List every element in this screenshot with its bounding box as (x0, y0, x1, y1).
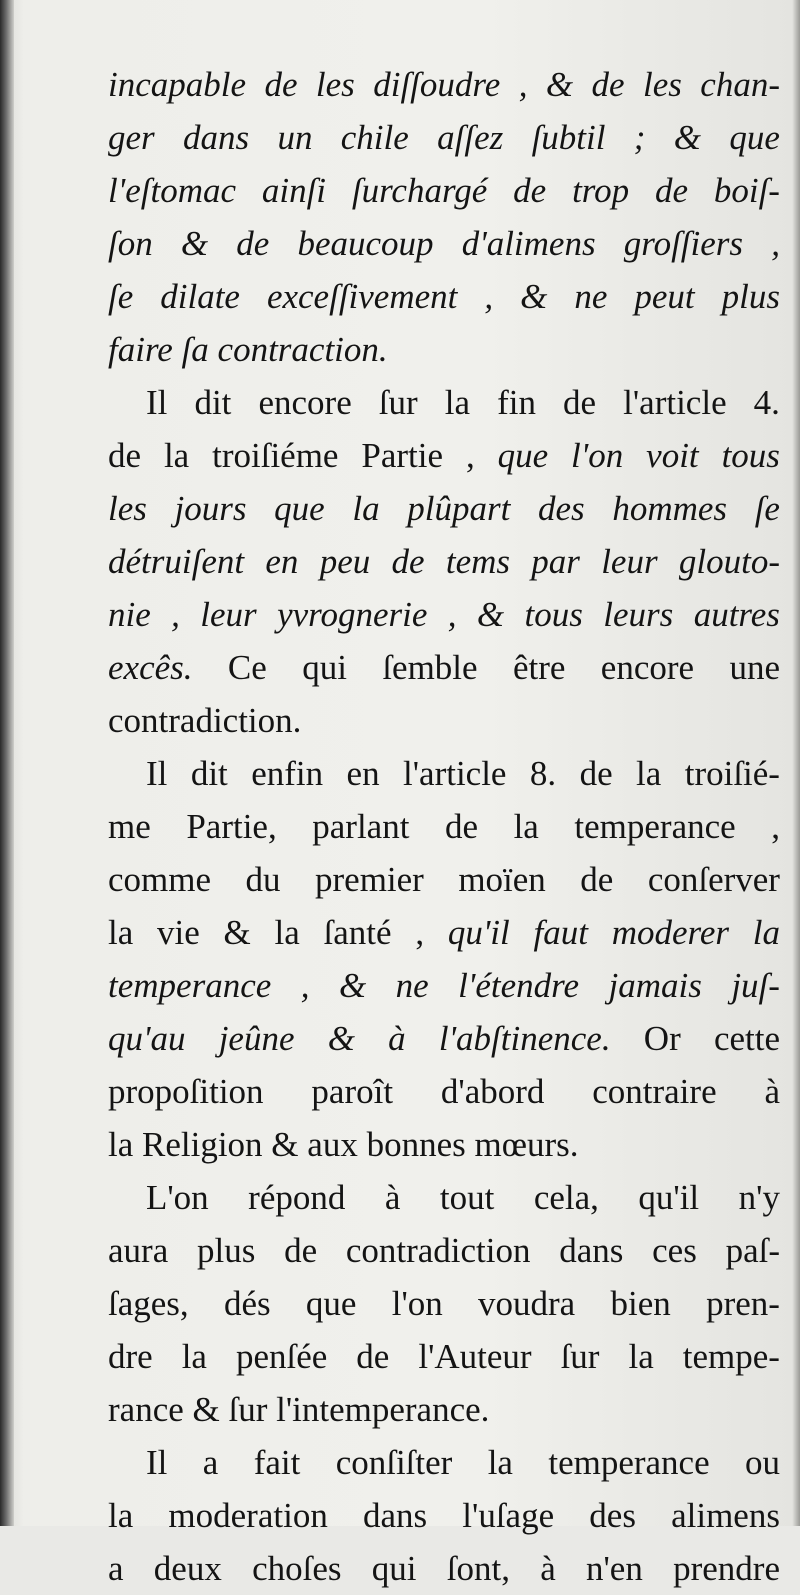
word: la (108, 913, 134, 952)
word: ſe (108, 277, 134, 316)
word: de (654, 171, 688, 210)
word: moïen (458, 860, 546, 899)
text-line (108, 959, 780, 1012)
word: un (277, 118, 313, 157)
word: tous (524, 595, 583, 634)
text-line (108, 1383, 780, 1436)
word: ne (395, 966, 429, 1005)
word: à (764, 1072, 780, 1111)
word: plûpart (407, 489, 511, 528)
word: , (771, 807, 780, 846)
word: la (752, 913, 780, 952)
word: cela, (533, 1178, 599, 1217)
word: aura (108, 1231, 169, 1270)
word: autres (693, 595, 780, 634)
word: la (181, 1337, 207, 1376)
text-line (108, 906, 780, 959)
word: par (531, 542, 580, 581)
word: l'eſtomac (108, 171, 237, 210)
word: qui (302, 648, 347, 687)
word: l'uſage (462, 1496, 555, 1535)
text-segment: contradiction. (108, 701, 302, 740)
word: la (636, 754, 662, 793)
text-line (108, 1330, 780, 1383)
word: ces (652, 1231, 697, 1270)
word: ; (633, 118, 646, 157)
word: faut (533, 913, 588, 952)
word: qu'au (108, 1019, 186, 1058)
text-line (108, 217, 780, 270)
word: beaucoup (297, 224, 434, 263)
text-line (108, 641, 780, 694)
text-line (108, 111, 780, 164)
word: parlant (312, 807, 410, 846)
word: fait (253, 1443, 301, 1482)
word: la (628, 1337, 654, 1376)
word: ſon (108, 224, 153, 263)
word: que (305, 1284, 357, 1323)
word: dilate (160, 277, 240, 316)
word: à (540, 1549, 556, 1588)
text-line (108, 164, 780, 217)
word: n'y (738, 1178, 780, 1217)
word: & (673, 118, 702, 157)
word: comme (108, 860, 212, 899)
word: des (589, 1496, 636, 1535)
word: de (108, 436, 142, 475)
word: yvrognerie (277, 595, 428, 634)
word: tout (439, 1178, 495, 1217)
word: trop (572, 171, 630, 210)
text-line (108, 58, 780, 111)
word: , (300, 966, 310, 1005)
word: Il (146, 754, 168, 793)
word: ger (108, 118, 155, 157)
word: détruiſent (108, 542, 245, 581)
word: , (465, 436, 475, 475)
word: en (346, 754, 380, 793)
word: diſſoudre (373, 65, 501, 104)
word: & (327, 1019, 355, 1058)
word: dre (108, 1337, 153, 1376)
word: de (579, 754, 613, 793)
word: ſont, (446, 1549, 510, 1588)
word: a (108, 1549, 124, 1588)
text-line (108, 1171, 780, 1224)
word: 8. (529, 754, 557, 793)
word: la (444, 383, 471, 422)
word: Partie, (186, 807, 277, 846)
word: dit (190, 754, 228, 793)
text-line (108, 1489, 780, 1542)
word: la (163, 436, 190, 475)
page-text-block (108, 58, 780, 1595)
word: prendre (673, 1549, 780, 1588)
word: jeûne (218, 1019, 295, 1058)
word: que (497, 436, 549, 475)
word: encore (258, 383, 352, 422)
word: conſerver (647, 860, 780, 899)
word: encore (600, 648, 695, 687)
word: & (180, 224, 209, 263)
word: de (563, 383, 597, 422)
word: ainſi (261, 171, 327, 210)
word: pren- (706, 1284, 780, 1323)
word: à (388, 1019, 406, 1058)
word: Or (643, 1019, 681, 1058)
text-line (108, 1012, 780, 1065)
word: qui (371, 1549, 417, 1588)
text-line (108, 588, 780, 641)
word: & (476, 595, 505, 634)
word: de (591, 65, 625, 104)
word: troiſié- (684, 754, 780, 793)
word: , (171, 595, 180, 634)
word: chan- (700, 65, 780, 104)
text-line (108, 323, 780, 376)
word: tems (445, 542, 511, 581)
text-line (108, 1277, 780, 1330)
word: dans (182, 118, 250, 157)
word: ſur (378, 383, 418, 422)
word: de (236, 224, 270, 263)
word: ſur (560, 1337, 600, 1376)
page-gutter-shadow (0, 0, 14, 1526)
text-line (108, 1118, 780, 1171)
word: moderer (611, 913, 729, 952)
word: , (415, 913, 425, 952)
text-line (108, 376, 780, 429)
word: l'article (623, 383, 727, 422)
word: dans (559, 1231, 624, 1270)
word: la (513, 807, 539, 846)
text-line (108, 1542, 780, 1595)
word: temperance (548, 1443, 710, 1482)
word: dés (223, 1284, 271, 1323)
word: chile (340, 118, 409, 157)
word: voit (646, 436, 699, 475)
word: ſemble (382, 648, 478, 687)
word: dit (194, 383, 232, 422)
word: l'étendre (458, 966, 580, 1005)
word: contradiction (345, 1231, 531, 1270)
word: & (545, 65, 574, 104)
word: boiſ- (713, 171, 780, 210)
word: l'Auteur (418, 1337, 532, 1376)
word: , (518, 65, 528, 104)
word: aſſez (437, 118, 504, 157)
italic-text-segment: faire ſa contraction. (108, 330, 388, 369)
word: paſ- (725, 1231, 780, 1270)
text-line (108, 1224, 780, 1277)
word: vie (157, 913, 200, 952)
word: ſurchargé (351, 171, 488, 210)
page-edge (792, 0, 800, 1526)
word: de (391, 542, 425, 581)
text-line (108, 535, 780, 588)
word: Ce (227, 648, 267, 687)
word: tempe- (682, 1337, 780, 1376)
word: & (223, 913, 251, 952)
text-line (108, 747, 780, 800)
word: de (264, 65, 298, 104)
word: voudra (478, 1284, 576, 1323)
text-line (108, 694, 780, 747)
word: de (284, 1231, 318, 1270)
text-segment: rance & ſur l'intemperance. (108, 1390, 490, 1429)
word: contraire (592, 1072, 717, 1111)
word: être (512, 648, 566, 687)
word: jours (174, 489, 247, 528)
word: temperance (574, 807, 736, 846)
word: répond (248, 1178, 346, 1217)
word: la (352, 489, 380, 528)
word: ſubtil (531, 118, 606, 157)
word: cette (713, 1019, 780, 1058)
word: de (444, 807, 479, 846)
word: que (274, 489, 325, 528)
word: du (245, 860, 281, 899)
text-line (108, 429, 780, 482)
word: ſages, (108, 1284, 189, 1323)
word: enfin (251, 754, 324, 793)
word: excês. (108, 648, 193, 687)
word: plus (721, 277, 780, 316)
word: une (729, 648, 780, 687)
word: l'abſtinence. (438, 1019, 611, 1058)
word: d'alimens (461, 224, 596, 263)
word: plus (196, 1231, 256, 1270)
word: de (580, 860, 614, 899)
word: glouto- (678, 542, 780, 581)
word: tous (721, 436, 780, 475)
word: moderation (168, 1496, 328, 1535)
word: hommes (612, 489, 728, 528)
text-line (108, 800, 780, 853)
word: incapable (108, 65, 247, 104)
word: & (338, 966, 367, 1005)
word: conſiſter (335, 1443, 453, 1482)
word: de (513, 171, 547, 210)
word: temperance (108, 966, 272, 1005)
word: , (447, 595, 457, 634)
word: alimens (671, 1496, 780, 1535)
word: Il (146, 383, 168, 422)
word: fin (497, 383, 536, 422)
word: l'article (403, 754, 507, 793)
word: l'on (391, 1284, 443, 1323)
word: Partie (361, 436, 444, 475)
word: leur (601, 542, 658, 581)
word: d'abord (440, 1072, 545, 1111)
word: jamais (608, 966, 702, 1005)
text-segment: la Religion & aux bonnes mœurs. (108, 1125, 579, 1164)
word: troiſiéme (212, 436, 339, 475)
word: les (315, 65, 355, 104)
word: bien (610, 1284, 671, 1323)
word: ſe (754, 489, 780, 528)
word: peu (319, 542, 371, 581)
word: me (108, 807, 151, 846)
word: peut (634, 277, 695, 316)
word: la (274, 913, 300, 952)
word: en (265, 542, 299, 581)
word: juſ- (731, 966, 780, 1005)
word: deux (153, 1549, 222, 1588)
word: ou (745, 1443, 780, 1482)
word: dans (362, 1496, 428, 1535)
word: premier (315, 860, 424, 899)
text-line (108, 1436, 780, 1489)
word: leur (200, 595, 257, 634)
word: de (356, 1337, 390, 1376)
word: les (642, 65, 682, 104)
word: groſſiers (623, 224, 744, 263)
word: L'on (146, 1178, 209, 1217)
word: & (520, 277, 548, 316)
word: à (384, 1178, 401, 1217)
word: , (771, 224, 780, 263)
word: qu'il (447, 913, 510, 952)
word: choſes (252, 1549, 342, 1588)
word: 4. (753, 383, 780, 422)
word: exceſſivement (266, 277, 458, 316)
word: penſée (235, 1337, 328, 1376)
word: qu'il (638, 1178, 700, 1217)
word: des (538, 489, 585, 528)
word: , (484, 277, 494, 316)
word: n'en (586, 1549, 643, 1588)
word: leurs (603, 595, 674, 634)
text-line (108, 853, 780, 906)
text-line (108, 270, 780, 323)
word: la (487, 1443, 513, 1482)
word: nie (108, 595, 151, 634)
word: l'on (571, 436, 624, 475)
word: a (202, 1443, 219, 1482)
word: Il (146, 1443, 168, 1482)
word: la (108, 1496, 134, 1535)
word: propoſition (108, 1072, 264, 1111)
text-line (108, 1065, 780, 1118)
word: paroît (311, 1072, 394, 1111)
text-line (108, 482, 780, 535)
word: ſanté (323, 913, 392, 952)
word: que (729, 118, 780, 157)
word: les (108, 489, 147, 528)
word: ne (574, 277, 608, 316)
